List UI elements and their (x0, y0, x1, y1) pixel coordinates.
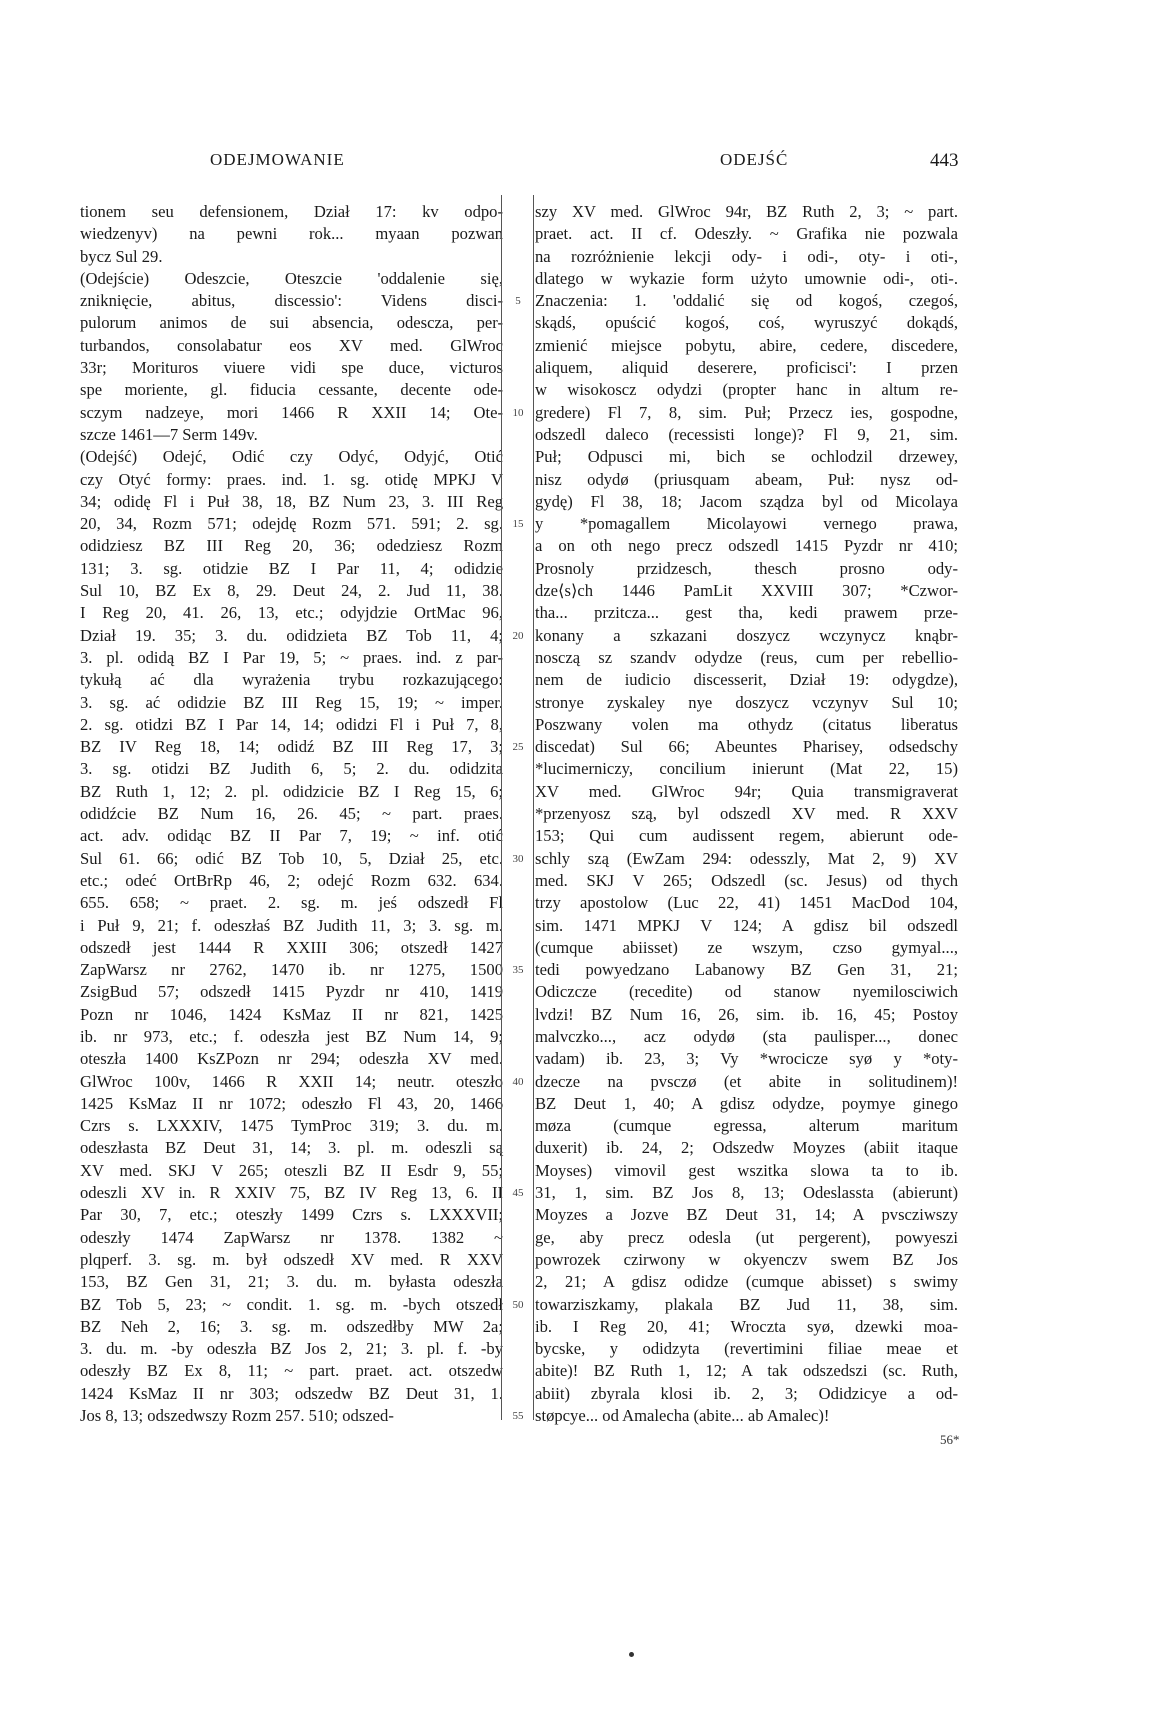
text-line: szcze 1461—7 Serm 149v. (80, 424, 258, 444)
text-line: Jos 8, 13; odszedwszy Rozm 257. 510; odszed- (80, 1406, 394, 1426)
text-line: 3. sg. otidzi BZ Judith 6, 5; 2. du. odidzita (80, 759, 503, 779)
text-line: 3. pl. odidą BZ I Par 19, 5; ~ praes. ind. z par- (80, 647, 503, 667)
column-rule-left (501, 195, 502, 1420)
text-line: 2. sg. otidzi BZ I Par 14, 14; odidzi Fl i Puł 7, 8, (80, 714, 503, 734)
text-line: ib. I Reg 20, 41; Wroczta syø, dzewki moa- (535, 1316, 958, 1336)
text-line: i Puł 9, 21; f. odeszłaś BZ Judith 11, 3; 3. sg. m. (80, 915, 503, 935)
text-line: odszedl daleco (recessisti longe)? Fl 9, 21, sim. (535, 424, 958, 444)
text-line: Znaczenia: 1. 'oddalić się od kogoś, czegoś, (535, 291, 958, 311)
text-line: odidźcie BZ Num 16, 26. 45; ~ part. praes. (80, 804, 503, 824)
text-line: discedat) Sul 66; Abeuntes Pharisey, odsedschy (535, 737, 958, 757)
line-number: 5 (515, 295, 521, 308)
line-number: 55 (512, 1410, 524, 1423)
running-head (0, 150, 1162, 174)
text-line: 2, 21; A gdisz odidze (cumque abisset) s swimy (535, 1272, 958, 1292)
text-line: BZ IV Reg 18, 14; odidź BZ III Reg 17, 3; (80, 737, 503, 757)
text-line: odeszły BZ Ex 8, 11; ~ part. praet. act. otszedw (80, 1361, 503, 1381)
text-line: nem de iudicio discesserit, Dział 19: odygdze), (535, 670, 958, 690)
text-line: 1424 KsMaz II nr 303; odszedw BZ Deut 31, 1. (80, 1383, 503, 1403)
text-line: odszedł jest 1444 R XXIII 306; otszedł 1427 (80, 937, 503, 957)
text-line: 34; odidę Fl i Puł 38, 18, BZ Num 23, 3. III Reg (80, 491, 503, 511)
text-line: GlWroc 100v, 1466 R XXII 14; neutr. oteszło (80, 1071, 503, 1091)
text-line: abite)! BZ Ruth 1, 12; A tak odszedszi (sc. Ruth, (535, 1361, 958, 1381)
text-line: malvczko..., acz odydø (sta paulisper..., donec (535, 1026, 958, 1046)
text-line: tykułą ać dla wyrażenia trybu rozkazującego: (80, 670, 503, 690)
text-line: towarziszkamy, plakala BZ Jud 11, 38, sim. (535, 1294, 958, 1314)
text-line: nosczą sz szandv odydze (reus, cum per rebellio- (535, 647, 958, 667)
text-line: na rozróżnienie lekcji ody- i odi-, oty- i oti-, (535, 246, 958, 266)
page-number: 443 (930, 150, 959, 171)
text-line: zmienić miejsce pobytu, abire, cedere, discedere, (535, 335, 958, 355)
text-line: schly szą (EwZam 294: odesszly, Mat 2, 9) XV (535, 848, 958, 868)
text-line: skądś, opuścić kogoś, coś, wyruszyć dokądś, (535, 313, 958, 333)
text-line: Moyzes a Jozve BZ Deut 31, 14; A pvscziwszy (535, 1205, 958, 1225)
text-line: abiit) zbyrala klosi ib. 2, 3; Odidzicye a od- (535, 1383, 958, 1403)
text-line: 3. sg. ać odidzie BZ III Reg 15, 19; ~ imper. (80, 692, 503, 712)
text-line: nisz odydø (priusquam abeam, Puł: nysz od- (535, 469, 958, 489)
text-line: tionem seu defensionem, Dział 17: kv odpo- (80, 202, 503, 221)
text-line: aliquem, aliquid deserere, proficisci': I przen (535, 358, 958, 378)
text-line: spe moriente, gl. fiducia cessante, decente ode- (80, 380, 503, 400)
text-line: etc.; odeć OrtBrRp 46, 2; odejć Rozm 632. 634. (80, 870, 503, 890)
text-line: ZsigBud 57; odszedł 1415 Pyzdr nr 410, 1419 (80, 982, 503, 1002)
text-line: act. adv. odidąc BZ II Par 7, 19; ~ inf. otić (80, 826, 503, 846)
text-line: 33r; Morituros viuere vidi spe duce, victuros (80, 358, 503, 378)
line-number: 35 (512, 964, 524, 977)
text-line: 655. 658; ~ praet. 2. sg. m. jeś odszedł Fl (80, 893, 503, 913)
text-line: 153, BZ Gen 31, 21; 3. du. m. byłasta odeszła (80, 1272, 503, 1292)
running-head-center: ODEJŚĆ (720, 150, 789, 169)
text-line: wiedzenyv) na pewni rok... myaan pozwan (80, 224, 503, 244)
text-line: Sul 10, BZ Ex 8, 29. Deut 24, 2. Jud 11, 38. (80, 581, 503, 601)
text-line: møza (cumque egressa, alterum maritum (535, 1116, 958, 1136)
text-line: BZ Neh 2, 16; 3. sg. m. odszedłby MW 2a; (80, 1316, 503, 1336)
text-line: 153; Qui cum audissent regem, abierunt ode- (535, 826, 958, 846)
text-line: 20, 34, Rozm 571; odejdę Rozm 571. 591; 2. sg. (80, 514, 503, 534)
text-line: 3. du. m. -by odeszła BZ Jos 2, 21; 3. pl. f. -by (80, 1339, 503, 1359)
text-line: 31, 1, sim. BZ Jos 8, 13; Odeslassta (abierunt) (535, 1183, 958, 1203)
text-line: odeszły 1474 ZapWarsz nr 1378. 1382 ~ (80, 1227, 503, 1247)
text-line: ZapWarsz nr 2762, 1470 ib. nr 1275, 1500 (80, 960, 503, 980)
text-line: Moyses) vimovil gest wszitka slowa ta to ib. (535, 1160, 958, 1180)
text-line: dlatego w wykazie form użyto umownie odi-, oti-. (535, 268, 958, 288)
text-line: bycz Sul 29. (80, 246, 163, 266)
text-line: powrozek czirwony w okyenczv swem BZ Jos (535, 1249, 958, 1269)
text-line: sczym nadzeye, mori 1466 R XXII 14; Ote- (80, 402, 503, 422)
text-line: *lucimerniczy, concilium inierunt (Mat 22, 15) (535, 759, 958, 779)
text-line: a on oth nego precz odszedl 1415 Pyzdr nr 410; (535, 536, 958, 556)
text-line: Pozn nr 1046, 1424 KsMaz II nr 821, 1425 (80, 1004, 503, 1024)
text-line: gredere) Fl 7, 8, sim. Puł; Przecz ies, gospodne, (535, 402, 958, 422)
text-line: med. SKJ V 265; Odszedl (sc. Jesus) od thych (535, 870, 958, 890)
line-number: 20 (512, 629, 524, 642)
text-line: (Odejść) Odejć, Odić czy Odyć, Odyjć, Otić (80, 447, 503, 467)
text-line: sim. 1471 MPKJ V 124; A gdisz bil odszedl (535, 915, 958, 935)
text-line: turbandos, consolabatur eos XV med. GlWroc (80, 335, 503, 355)
column-rule-right (533, 195, 534, 1420)
line-number: 50 (512, 1298, 524, 1311)
line-number: 40 (512, 1075, 524, 1088)
text-line: BZ Ruth 1, 12; 2. pl. odidzicie BZ I Reg 15, 6; (80, 781, 503, 801)
text-line: tha... przitcza... gest tha, kedi prawem prze- (535, 603, 958, 623)
printer-signature: 56* (940, 1432, 960, 1447)
text-line: pulorum animos de sui absencia, odescza, per- (80, 313, 503, 333)
text-line: Czrs s. LXXXIV, 1475 TymProc 319; 3. du. m. (80, 1116, 503, 1136)
text-line: Sul 61. 66; odić BZ Tob 10, 5, Dział 25, etc. (80, 848, 503, 868)
text-line: gydę) Fl 38, 18; Jacom sządza byl od Micolaya (535, 491, 958, 511)
text-line: Dział 19. 35; 3. du. odidzieta BZ Tob 11, 4; (80, 625, 503, 645)
text-line: odidziesz BZ III Reg 20, 36; odedziesz Rozm (80, 536, 503, 556)
text-line: stronye zyskaley nye doszycz vczynyv Sul 10; (535, 692, 958, 712)
line-number: 25 (512, 741, 524, 754)
text-line: dzecze na pvsczø (et abite in solitudinem)! (535, 1071, 958, 1091)
text-line: ge, aby precz odesla (ut pergerent), powyeszi (535, 1227, 958, 1247)
text-line: duxerit) ib. 24, 2; Odszedw Moyzes (abiit itaque (535, 1138, 958, 1158)
text-line: BZ Tob 5, 23; ~ condit. 1. sg. m. -bych otszedł (80, 1294, 503, 1314)
right-column (535, 201, 958, 1427)
text-line: szy XV med. GlWroc 94r, BZ Ruth 2, 3; ~ part. (535, 202, 958, 221)
line-number: 10 (512, 406, 524, 419)
text-line: Poszwany volen ma othydz (citatus liberatus (535, 714, 958, 734)
text-line: czy Otyć formy: praes. ind. 1. sg. otidę MPKJ V (80, 469, 503, 489)
running-head-left: ODEJMOWANIE (210, 150, 345, 169)
text-line: praet. act. II cf. Odeszły. ~ Grafika nie pozwala (535, 224, 958, 244)
text-line: lvdzi! BZ Num 16, 26, sim. ib. 16, 45; Postoy (535, 1004, 958, 1024)
text-line: zniknięcie, abitus, discessio': Videns disci- (80, 291, 503, 311)
text-line: Par 30, 7, etc.; oteszły 1499 Czrs s. LXXXVII; (80, 1205, 503, 1225)
text-line: XV med. GlWroc 94r; Quia transmigraverat (535, 781, 958, 801)
print-mark (629, 1652, 634, 1657)
text-line: BZ Deut 1, 40; A gdisz odydze, poymye ginego (535, 1093, 958, 1113)
text-line: konany a szkazani doszycz wczynycz knąbr- (535, 625, 958, 645)
text-line: trzy apostolow (Luc 22, 41) 1451 MacDod 104, (535, 893, 958, 913)
text-line: Odiczcze (recedite) od stanow nyemilosciwich (535, 982, 958, 1002)
line-number: 45 (512, 1187, 524, 1200)
text-line: Puł; Odpusci mi, bich se ochlodzil drzewey, (535, 447, 958, 467)
line-number: 30 (512, 852, 524, 865)
text-line: odeszli XV in. R XXIV 75, BZ IV Reg 13, 6. II (80, 1183, 503, 1203)
text-line: støpcye... od Amalecha (abite... ab Amalec)! (535, 1406, 830, 1426)
text-line: 1425 KsMaz II nr 1072; odeszło Fl 43, 20, 1466 (80, 1093, 503, 1113)
text-line: odeszłasta BZ Deut 31, 14; 3. pl. m. odeszli są (80, 1138, 503, 1158)
text-line: ib. nr 973, etc.; f. odeszła jest BZ Num 14, 9; (80, 1026, 503, 1046)
text-line: XV med. SKJ V 265; oteszli BZ II Esdr 9, 55; (80, 1160, 503, 1180)
line-number: 15 (512, 518, 524, 531)
text-line: *przenyosz szą, byl odszedl XV med. R XXV (535, 804, 958, 824)
text-line: bycske, y odidzyta (revertimini filiae meae et (535, 1339, 958, 1359)
text-line: (Odejście) Odeszcie, Oteszcie 'oddalenie się, (80, 268, 503, 288)
text-line: plqperf. 3. sg. m. był odszedł XV med. R XXV (80, 1249, 503, 1269)
text-line: tedi powyedzano Labanowy BZ Gen 31, 21; (535, 960, 958, 980)
text-line: oteszła 1400 KsZPozn nr 294; odeszła XV med. (80, 1049, 503, 1069)
text-line: vadam) ib. 23, 3; Vy *wrocicze syø y *oty- (535, 1049, 958, 1069)
text-line: 131; 3. sg. otidzie BZ I Par 11, 4; odidzie (80, 558, 503, 578)
text-line: (cumque abiisset) ze wszym, czso gymyal..., (535, 937, 958, 957)
left-column (80, 201, 503, 1427)
text-line: y *pomagallem Micolayowi vernego prawa, (535, 514, 958, 534)
text-line: I Reg 20, 41. 26, 13, etc.; odyjdzie OrtMac 96, (80, 603, 503, 623)
text-line: w wisokoscz odydzi (propter hanc in altum re- (535, 380, 958, 400)
text-line: Prosnoly przidzesch, thesch prosno ody- (535, 558, 958, 578)
text-line: dze⟨s⟩ch 1446 PamLit XXVIII 307; *Czwor- (535, 581, 958, 601)
